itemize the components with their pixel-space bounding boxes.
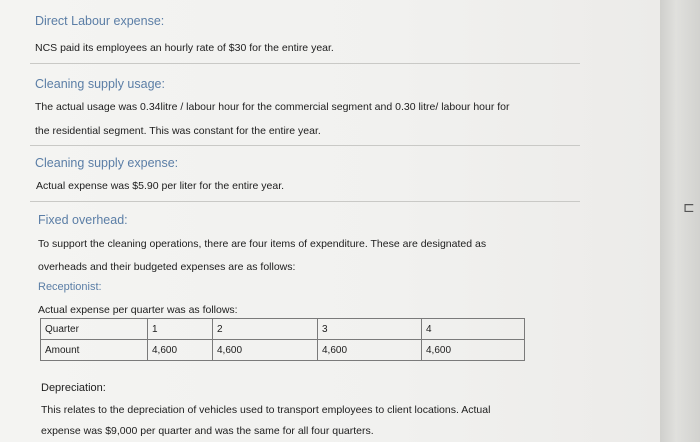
amount-cell: 4,600: [422, 340, 525, 361]
amount-cell: 4,600: [318, 340, 422, 361]
quarter-cell: 3: [318, 319, 422, 340]
depreciation-heading: Depreciation:: [41, 382, 106, 394]
fixed-overhead-line1: To support the cleaning operations, there are four items of expenditure. These are designated as: [38, 238, 487, 250]
direct-labour-heading: Direct Labour expense:: [35, 14, 165, 28]
quarter-expense-table: [40, 318, 525, 361]
cleaning-usage-heading: Cleaning supply usage:: [35, 77, 165, 91]
table-caption: Actual expense per quarter was as follows:: [38, 304, 238, 316]
table-row: [41, 319, 525, 340]
quarter-label-cell: Quarter: [41, 319, 148, 340]
table-row: [41, 340, 525, 361]
quarter-cell: 4: [422, 319, 525, 340]
fixed-overhead-line2: overheads and their budgeted expenses are as follows:: [38, 261, 296, 273]
quarter-cell: 1: [148, 319, 213, 340]
cleaning-usage-line1: The actual usage was 0.34litre / labour hour for the commercial segment and 0.30 litre/ labour hour for: [35, 101, 510, 113]
cleaning-usage-line2: the residential segment. This was constant for the entire year.: [35, 125, 321, 137]
cursor-icon: ⊏: [683, 200, 695, 216]
amount-cell: 4,600: [148, 340, 213, 361]
depreciation-line2: expense was $9,000 per quarter and was the same for all four quarters.: [41, 425, 374, 437]
amount-cell: 4,600: [213, 340, 318, 361]
quarter-cell: 2: [213, 319, 318, 340]
depreciation-line1: This relates to the depreciation of vehicles used to transport employees to client locations. Actual: [41, 404, 491, 416]
amount-label-cell: Amount: [41, 340, 148, 361]
receptionist-heading: Receptionist:: [38, 281, 102, 293]
direct-labour-text: NCS paid its employees an hourly rate of $30 for the entire year.: [35, 42, 334, 54]
cleaning-expense-heading: Cleaning supply expense:: [35, 156, 179, 170]
cleaning-expense-text: Actual expense was $5.90 per liter for the entire year.: [36, 180, 285, 192]
fixed-overhead-heading: Fixed overhead:: [38, 213, 128, 227]
divider: [30, 145, 580, 146]
divider: [30, 63, 580, 64]
page-edge: [660, 0, 700, 442]
divider: [30, 201, 580, 202]
